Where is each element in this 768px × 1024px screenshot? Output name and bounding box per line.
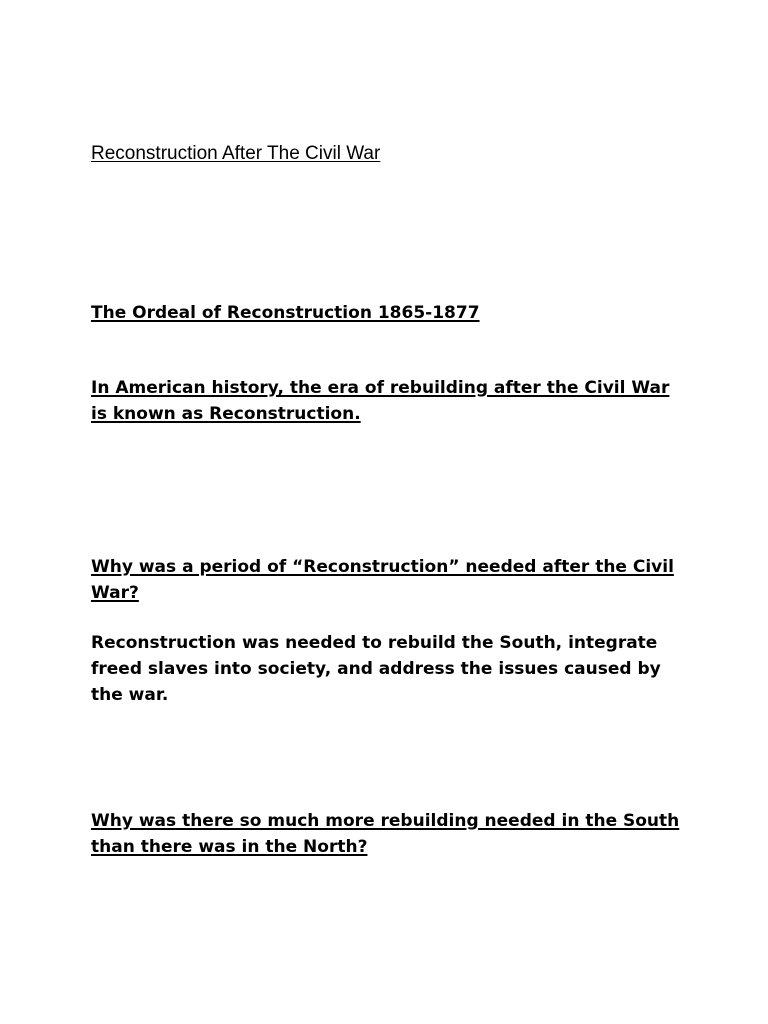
answer-why-reconstruction: Reconstruction was needed to rebuild the South, integrate freed slaves into society, and address the issues caused by the war. bbox=[91, 633, 661, 705]
question-why-reconstruction: Why was a period of “Reconstruction” needed after the Civil War? bbox=[91, 557, 674, 603]
intro-statement: In American history, the era of rebuilding after the Civil War is known as Reconstruction. bbox=[91, 378, 670, 424]
section-heading-ordeal: The Ordeal of Reconstruction 1865-1877 bbox=[91, 303, 480, 323]
document-title: Reconstruction After The Civil War bbox=[91, 143, 381, 164]
question-south-vs-north: Why was there so much more rebuilding needed in the South than there was in the North? bbox=[91, 811, 680, 857]
